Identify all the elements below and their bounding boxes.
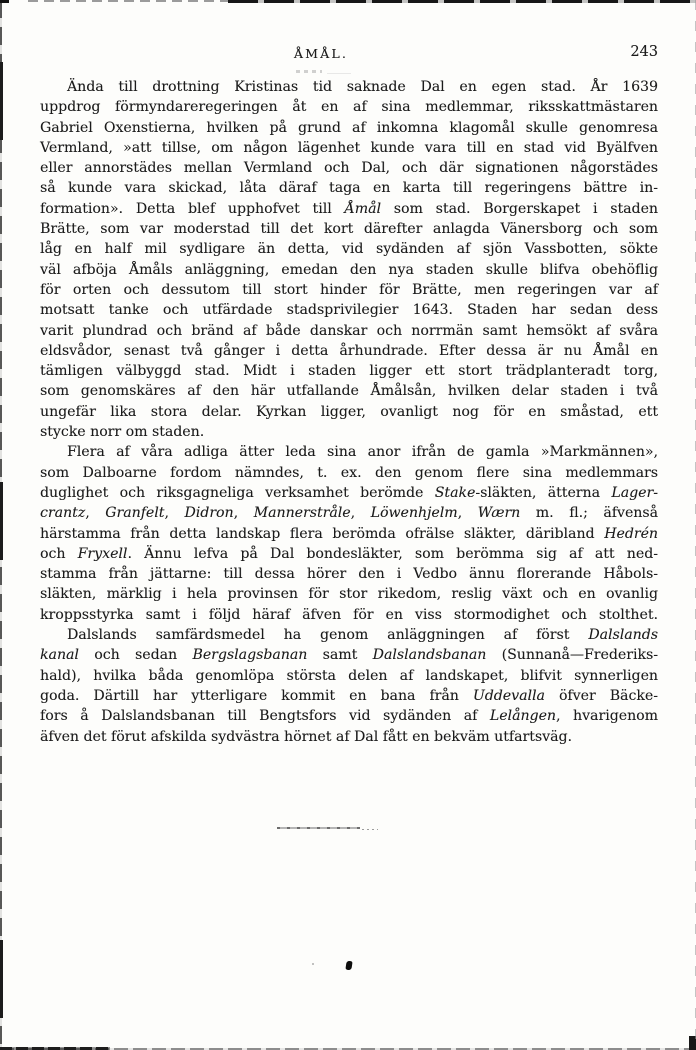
running-title: ÅMÅL. bbox=[293, 46, 349, 61]
paragraph bbox=[40, 442, 658, 625]
text-line: kroppsstyrka samt i följd häraf äfven för en viss stormodighet och stolthet. bbox=[40, 606, 658, 623]
text-line: fors å Dalslandsbanan till Bengtsfors vid sydänden af Lelången, hvarigenom bbox=[40, 708, 658, 725]
text-line: för orten och dessutom till stort hinder för Brätte, men regeringen var af bbox=[40, 281, 658, 298]
scan-smudge bbox=[296, 70, 322, 73]
page-header bbox=[40, 44, 658, 64]
paragraph bbox=[40, 625, 658, 747]
section-divider bbox=[277, 827, 360, 829]
text-line: som Dalboarne fordom nämndes, t. ex. den genom flere sina medlemmars bbox=[40, 464, 658, 481]
text-line: eller annorstädes mellan Vermland och Dal, och där signationen någorstädes bbox=[40, 160, 658, 177]
scan-edge-left-dark-segments bbox=[0, 62, 3, 140]
text-line: Ända till drottning Kristinas tid saknade Dal en egen stad. År 1639 bbox=[67, 79, 658, 95]
text-line: formation». Detta blef upphofvet till Åmål som stad. Borgerskapet i staden bbox=[40, 200, 658, 217]
text-line: ungefär lika stora delar. Kyrkan ligger, ovanligt nog för en småstad, ett bbox=[40, 403, 658, 420]
text-line: hald), hvilka båda genomlöpa största delen af landskapet, blifvit synnerligen bbox=[40, 667, 658, 684]
text-line: så kunde vara skickad, låta däraf taga en karta till regeringens bättre in- bbox=[40, 180, 658, 197]
text-line: Vermland, »att tillse, om någon lägenhet kunde vara till en stad vid Byälfven bbox=[40, 139, 658, 156]
text-line: varit plundrad och bränd af både danskar och norrmän samt hemsökt af svåra bbox=[40, 322, 658, 339]
ink-speck bbox=[345, 961, 352, 971]
text-line: äfven det förut afskilda sydvästra hörnet af Dal fått en bekväm utfartsväg. bbox=[40, 728, 572, 745]
text-line: goda. Därtill har ytterligare kommit en bana från Uddevalla öfver Bäcke- bbox=[40, 687, 658, 704]
text-line: eldsvådor, senast två gånger i detta århundrade. Efter dessa är nu Åmål en bbox=[40, 342, 658, 359]
page-number: 243 bbox=[630, 44, 658, 60]
text-line: släkten, märklig i hela provinsen för stor rikedom, reslig växt och en ovanlig bbox=[40, 586, 658, 603]
text-line: stamma från jättarne: till dessa hörer den i Vedbo ännu florerande Håbols- bbox=[40, 566, 658, 583]
scan-edge-top-light bbox=[28, 0, 228, 2]
scan-edge-left bbox=[0, 0, 2, 1050]
text-line: stycke norr om staden. bbox=[40, 424, 205, 441]
text-line: duglighet och riksgagneliga verksamhet berömde Stake-släkten, ätterna Lager- bbox=[40, 484, 658, 501]
text-line: väl afböja Åmåls anläggning, emedan den nya staden skulle blifva obehöflig bbox=[40, 261, 658, 278]
text-line: Brätte, som var moderstad till det kort därefter anlagda Vänersborg och som bbox=[40, 221, 658, 238]
text-line: låg en half mil sydligare än detta, vid sydänden af sjön Vassbotten, sökte bbox=[40, 241, 658, 258]
scan-edge-top-dark bbox=[228, 0, 696, 3]
text-line: Dalslands samfärdsmedel ha genom anläggningen af först Dalslands bbox=[67, 627, 658, 644]
text-line: uppdrog förmyndareregeringen åt en af sina medlemmar, riksskattmästaren bbox=[40, 99, 658, 116]
text-line: Gabriel Oxenstierna, hvilken på grund af inkomna klagomål skulle genomresa bbox=[40, 119, 658, 136]
text-block bbox=[40, 77, 658, 747]
paragraph bbox=[40, 77, 658, 442]
text-line: härstamma från detta landskap flera berömda ofrälse släkter, däribland Hedrén bbox=[40, 525, 658, 542]
paper-speck bbox=[312, 963, 314, 965]
text-line: motsatt tanke och utfärdade stadsprivilegier 1643. Staden har sedan dess bbox=[40, 302, 658, 319]
text-line: crantz, Granfelt, Didron, Mannerstråle, Löwenhjelm, Wærn m. fl.; äfvenså bbox=[40, 505, 658, 522]
text-line: Flera af våra adliga ätter leda sina anor ifrån de gamla »Markmännen», bbox=[67, 444, 658, 461]
text-line: och Fryxell. Ännu lefva på Dal bondesläkter, som berömma sig af att ned- bbox=[40, 545, 658, 562]
text-line: som genomskäres af den här utfallande Åmålsån, hvilken delar staden i två bbox=[40, 383, 658, 400]
text-line: tämligen välbyggd stad. Midt i staden ligger ett stort trädplanteradt torg, bbox=[40, 363, 658, 380]
text-line: kanal och sedan Bergslagsbanan samt Dalslandsbanan (Sunnanå—Frederiks- bbox=[40, 647, 659, 664]
scan-edge-bottom-dark bbox=[0, 1047, 110, 1050]
section-divider-tail bbox=[362, 829, 378, 830]
scan-corner-mark-top-left bbox=[0, 0, 9, 3]
